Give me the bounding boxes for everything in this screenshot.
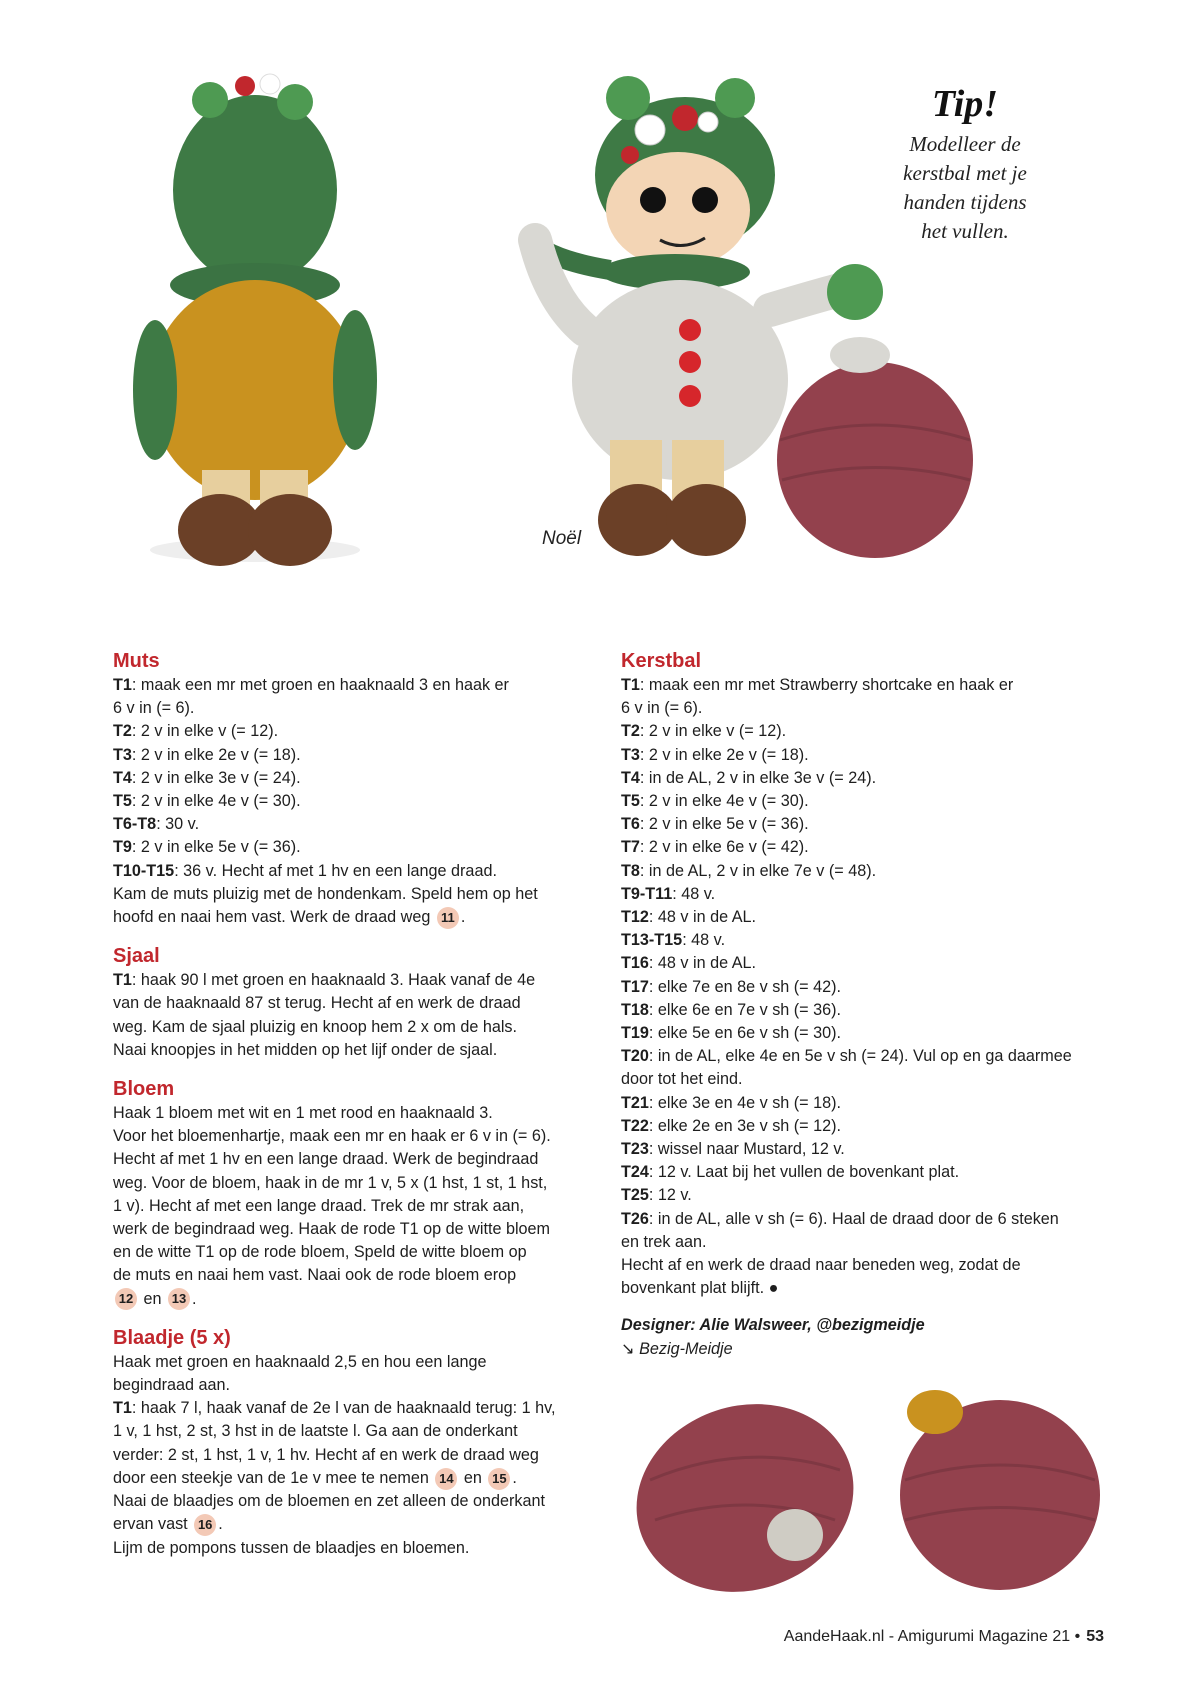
photo-reference-badge: 11 bbox=[437, 907, 459, 929]
instruction-text: : 2 v in elke 3e v (= 24). bbox=[131, 768, 301, 787]
round-label: T24 bbox=[621, 1163, 649, 1182]
round-label: T4 bbox=[621, 768, 640, 787]
instruction-text: : elke 6e en 7e v sh (= 36). bbox=[648, 1000, 842, 1019]
instruction-text: Voor het bloemenhartje, maak een mr en haak er 6 v in (= 6). bbox=[113, 1127, 551, 1146]
round-label: T2 bbox=[621, 722, 640, 741]
instruction-line bbox=[113, 969, 603, 992]
instruction-text: Kam de muts pluizig met de hondenkam. Speld hem op het bbox=[113, 884, 538, 903]
instruction-text: : 2 v in elke 4e v (= 30). bbox=[131, 792, 301, 811]
instruction-line bbox=[621, 744, 1111, 767]
ornament-balls-photo bbox=[620, 1370, 1120, 1600]
instruction-line bbox=[621, 1092, 1111, 1115]
instruction-line bbox=[621, 1161, 1111, 1184]
instruction-line bbox=[113, 992, 603, 1015]
instruction-line bbox=[113, 1148, 603, 1171]
instruction-text: : 48 v. bbox=[682, 931, 726, 950]
instruction-text: en de witte T1 op de rode bloem, Speld de witte bloem op bbox=[113, 1243, 527, 1262]
instruction-text: : elke 2e en 3e v sh (= 12). bbox=[648, 1116, 842, 1135]
instruction-text: : elke 5e en 6e v sh (= 30). bbox=[648, 1024, 842, 1043]
page-number: 53 bbox=[1086, 1628, 1104, 1645]
round-label: T9-T11 bbox=[621, 884, 673, 903]
instruction-text: : 36 v. Hecht af met 1 hv en een lange draad. bbox=[174, 861, 497, 880]
section-title: Muts bbox=[113, 650, 160, 672]
instruction-line bbox=[621, 929, 1111, 952]
instruction-text: : 2 v in elke v (= 12). bbox=[639, 722, 787, 741]
section-title: Kerstbal bbox=[621, 650, 702, 672]
instruction-text: : 2 v in elke 6e v (= 42). bbox=[639, 838, 809, 857]
instruction-line bbox=[621, 1068, 1111, 1091]
page-footer bbox=[784, 1628, 1104, 1646]
round-label: T1 bbox=[621, 676, 640, 694]
round-label: T21 bbox=[621, 1093, 649, 1112]
instruction-line bbox=[113, 1420, 603, 1443]
instruction-line bbox=[113, 860, 603, 883]
section bbox=[113, 1076, 603, 1311]
instruction-line bbox=[621, 1208, 1111, 1231]
round-label: T5 bbox=[113, 792, 132, 811]
round-label: T25 bbox=[621, 1186, 649, 1205]
instruction-text: werk de begindraad weg. Haak de rode T1 op de witte bloem bbox=[113, 1220, 551, 1239]
round-label: T1 bbox=[113, 676, 132, 694]
instruction-line bbox=[113, 1218, 603, 1241]
section bbox=[113, 648, 603, 929]
instruction-text: 6 v in (= 6). bbox=[113, 699, 195, 718]
instagram-icon: ↘ bbox=[621, 1339, 635, 1358]
instruction-line bbox=[113, 813, 603, 836]
instruction-text: Haak met groen en haaknaald 2,5 en hou een lange bbox=[113, 1352, 487, 1371]
section-title: Blaadje (5 x) bbox=[113, 1326, 231, 1349]
instruction-text: : elke 7e en 8e v sh (= 42). bbox=[648, 977, 842, 996]
instruction-text: hoofd en naai hem vast. Werk de draad weg bbox=[113, 908, 435, 927]
instruction-line bbox=[621, 767, 1111, 790]
instruction-line bbox=[113, 1016, 603, 1039]
instruction-line bbox=[113, 1351, 603, 1374]
instruction-text: : elke 3e en 4e v sh (= 18). bbox=[648, 1093, 842, 1112]
instruction-text: ervan vast bbox=[113, 1515, 193, 1534]
instagram-handle bbox=[621, 1338, 1111, 1361]
instruction-line bbox=[113, 1537, 603, 1560]
instruction-line bbox=[113, 1490, 603, 1513]
instruction-text: bovenkant plat blijft. ● bbox=[621, 1279, 779, 1298]
line-tail: . bbox=[192, 1289, 197, 1308]
tip-body bbox=[880, 130, 1050, 246]
instruction-line bbox=[621, 720, 1111, 743]
instruction-line bbox=[621, 1277, 1111, 1300]
instagram-name: Bezig-Meidje bbox=[639, 1339, 733, 1358]
round-label: T5 bbox=[621, 792, 640, 811]
round-label: T22 bbox=[621, 1116, 649, 1135]
instruction-text: begindraad aan. bbox=[113, 1376, 231, 1395]
round-label: T26 bbox=[621, 1209, 649, 1228]
instruction-line bbox=[621, 697, 1111, 720]
instruction-line bbox=[113, 906, 603, 929]
photo-reference-badge: 13 bbox=[168, 1288, 190, 1310]
instruction-text: : 2 v in elke 5e v (= 36). bbox=[639, 815, 809, 834]
instruction-text: en trek aan. bbox=[621, 1232, 707, 1251]
instruction-line bbox=[113, 1172, 603, 1195]
instruction-line bbox=[621, 999, 1111, 1022]
instruction-line bbox=[621, 813, 1111, 836]
section bbox=[113, 943, 603, 1062]
round-label: T6-T8 bbox=[113, 815, 157, 834]
footer-text: AandeHaak.nl - Amigurumi Magazine 21 • bbox=[783, 1628, 1081, 1645]
instruction-line bbox=[113, 1444, 603, 1467]
instruction-line bbox=[113, 1195, 603, 1218]
instruction-text: : 48 v in de AL. bbox=[648, 908, 756, 927]
instruction-line bbox=[621, 674, 1111, 697]
instruction-text: : in de AL, 2 v in elke 7e v (= 48). bbox=[639, 861, 877, 880]
instruction-line bbox=[113, 720, 603, 743]
round-label: T12 bbox=[621, 908, 649, 927]
instruction-line bbox=[113, 1467, 603, 1490]
instruction-text: de muts en naai hem vast. Naai ook de rode bloem erop bbox=[113, 1266, 517, 1285]
instruction-text: van de haaknaald 87 st terug. Hecht af en werk de draad bbox=[113, 994, 521, 1013]
line-tail: . bbox=[512, 1468, 517, 1487]
doll-back-photo bbox=[120, 60, 380, 570]
round-label: T8 bbox=[621, 861, 640, 880]
instruction-text: : 30 v. bbox=[156, 815, 200, 834]
instruction-line bbox=[113, 836, 603, 859]
section bbox=[113, 1325, 603, 1560]
tip-line: handen tijdens bbox=[903, 190, 1027, 214]
instruction-text: Naai knoopjes in het midden op het lijf onder de sjaal. bbox=[113, 1040, 498, 1059]
round-label: T10-T15 bbox=[113, 861, 175, 880]
round-label: T17 bbox=[621, 977, 649, 996]
instruction-line bbox=[621, 836, 1111, 859]
instruction-line bbox=[113, 790, 603, 813]
instruction-text: : 12 v. bbox=[648, 1186, 692, 1205]
instruction-line bbox=[621, 1184, 1111, 1207]
instruction-text: : 2 v in elke v (= 12). bbox=[131, 722, 279, 741]
instruction-text: Hecht af en werk de draad naar beneden weg, zodat de bbox=[621, 1256, 1021, 1275]
instruction-text: : 2 v in elke 2e v (= 18). bbox=[131, 745, 301, 764]
instruction-line bbox=[113, 1374, 603, 1397]
instruction-line bbox=[113, 674, 603, 697]
photo-reference-badge: 16 bbox=[194, 1514, 216, 1536]
instruction-text: : 12 v. Laat bij het vullen de bovenkant plat. bbox=[648, 1163, 960, 1182]
instruction-text: : 48 v. bbox=[672, 884, 716, 903]
instruction-text: : 48 v in de AL. bbox=[648, 954, 756, 973]
round-label: T16 bbox=[621, 954, 649, 973]
line-tail: . bbox=[460, 908, 466, 927]
instruction-text: 6 v in (= 6). bbox=[621, 699, 703, 718]
round-label: T9 bbox=[113, 838, 132, 857]
round-label: T23 bbox=[621, 1140, 649, 1159]
instruction-text: : maak een mr met groen en haaknaald 3 en haak er bbox=[131, 676, 509, 694]
instruction-text: door tot het eind. bbox=[621, 1070, 743, 1089]
tip-line: het vullen. bbox=[921, 219, 1009, 243]
instruction-line bbox=[621, 1115, 1111, 1138]
instruction-line bbox=[113, 1241, 603, 1264]
instruction-text: 1 v, 1 hst, 2 st, 3 hst in de laatste l. Ga aan de onderkant bbox=[113, 1422, 518, 1441]
instruction-text: Hecht af met 1 hv en een lange draad. Werk de begindraad bbox=[113, 1150, 539, 1169]
instruction-text: Naai de blaadjes om de bloemen en zet alleen de onderkant bbox=[113, 1492, 545, 1511]
instruction-text: weg. Kam de sjaal pluizig en knoop hem 2 x om de hals. bbox=[113, 1017, 518, 1036]
tip-title: Tip! bbox=[931, 83, 999, 125]
round-label: T1 bbox=[113, 971, 132, 990]
round-label: T2 bbox=[113, 722, 132, 741]
instruction-text: : wissel naar Mustard, 12 v. bbox=[648, 1140, 845, 1159]
instruction-text: : 2 v in elke 2e v (= 18). bbox=[639, 745, 809, 764]
instruction-line bbox=[621, 1022, 1111, 1045]
round-label: T20 bbox=[621, 1047, 649, 1066]
section-title: Sjaal bbox=[113, 945, 160, 968]
instruction-line bbox=[113, 1125, 603, 1148]
instruction-text: : haak 7 l, haak vanaf de 2e l van de haaknaald terug: 1 hv, bbox=[131, 1399, 556, 1418]
instruction-text: Lijm de pompons tussen de blaadjes en bloemen. bbox=[113, 1538, 470, 1557]
photo-reference-badge: 14 bbox=[435, 1468, 457, 1490]
instruction-line bbox=[621, 1254, 1111, 1277]
round-label: T3 bbox=[621, 745, 640, 764]
round-label: T19 bbox=[621, 1024, 649, 1043]
tip-line: Modelleer de bbox=[909, 132, 1021, 156]
photo-reference-badge: 12 bbox=[115, 1288, 137, 1310]
round-label: T3 bbox=[113, 745, 132, 764]
instruction-line bbox=[113, 697, 603, 720]
instruction-line bbox=[621, 1138, 1111, 1161]
instruction-text: : maak een mr met Strawberry shortcake en haak er bbox=[639, 676, 1014, 694]
section bbox=[621, 648, 1111, 1300]
round-label: T1 bbox=[113, 1399, 132, 1418]
photo-caption: Noël bbox=[542, 528, 582, 549]
instruction-line bbox=[621, 1231, 1111, 1254]
round-label: T13-T15 bbox=[621, 931, 683, 950]
badge-joiner: en bbox=[139, 1289, 167, 1308]
instruction-line bbox=[113, 1039, 603, 1062]
instruction-text: : 2 v in elke 4e v (= 30). bbox=[639, 792, 809, 811]
instruction-line bbox=[621, 883, 1111, 906]
instruction-line bbox=[113, 1288, 603, 1311]
designer-credit: Designer: Alie Walsweer, @bezigmeidje bbox=[621, 1316, 925, 1335]
round-label: T6 bbox=[621, 815, 640, 834]
instruction-line bbox=[621, 952, 1111, 975]
tip-box bbox=[880, 82, 1050, 246]
instruction-line bbox=[621, 790, 1111, 813]
tip-line: kerstbal met je bbox=[903, 161, 1027, 185]
round-label: T18 bbox=[621, 1000, 649, 1019]
instruction-text: door een steekje van de 1e v mee te nemen bbox=[113, 1468, 434, 1487]
instruction-line bbox=[113, 1264, 603, 1287]
left-column bbox=[113, 648, 603, 1574]
instruction-line bbox=[113, 1397, 603, 1420]
right-sections bbox=[621, 648, 1111, 1300]
instruction-text: : haak 90 l met groen en haaknaald 3. Haak vanaf de 4e bbox=[131, 971, 536, 990]
instruction-line bbox=[113, 1102, 603, 1125]
instruction-text: weg. Voor de bloem, haak in de mr 1 v, 5 x (1 hst, 1 st, 1 hst, bbox=[113, 1173, 548, 1192]
instruction-line bbox=[113, 744, 603, 767]
instruction-text: verder: 2 st, 1 hst, 1 v, 1 hv. Hecht af en werk de draad weg bbox=[113, 1445, 539, 1464]
photo-reference-badge: 15 bbox=[488, 1468, 510, 1490]
round-label: T4 bbox=[113, 768, 132, 787]
section-title: Bloem bbox=[113, 1078, 175, 1101]
instruction-text: Haak 1 bloem met wit en 1 met rood en haaknaald 3. bbox=[113, 1104, 493, 1123]
instruction-line bbox=[621, 1045, 1111, 1068]
instruction-text: : in de AL, alle v sh (= 6). Haal de draad door de 6 steken bbox=[648, 1209, 1059, 1228]
instruction-text: : in de AL, elke 4e en 5e v sh (= 24). Vul op en ga daarmee bbox=[648, 1047, 1072, 1066]
instruction-line bbox=[113, 883, 603, 906]
instruction-line bbox=[621, 976, 1111, 999]
instruction-line bbox=[113, 1513, 603, 1536]
line-tail: . bbox=[218, 1515, 223, 1534]
instruction-line bbox=[113, 767, 603, 790]
right-column bbox=[621, 648, 1111, 1361]
instruction-text: : in de AL, 2 v in elke 3e v (= 24). bbox=[639, 768, 877, 787]
instruction-text: : 2 v in elke 5e v (= 36). bbox=[131, 838, 301, 857]
round-label: T7 bbox=[621, 838, 640, 857]
instruction-text: 1 v). Hecht af met een lange draad. Trek de mr strak aan, bbox=[113, 1196, 525, 1215]
instruction-line bbox=[621, 906, 1111, 929]
instruction-line bbox=[621, 860, 1111, 883]
badge-joiner: en bbox=[459, 1468, 487, 1487]
